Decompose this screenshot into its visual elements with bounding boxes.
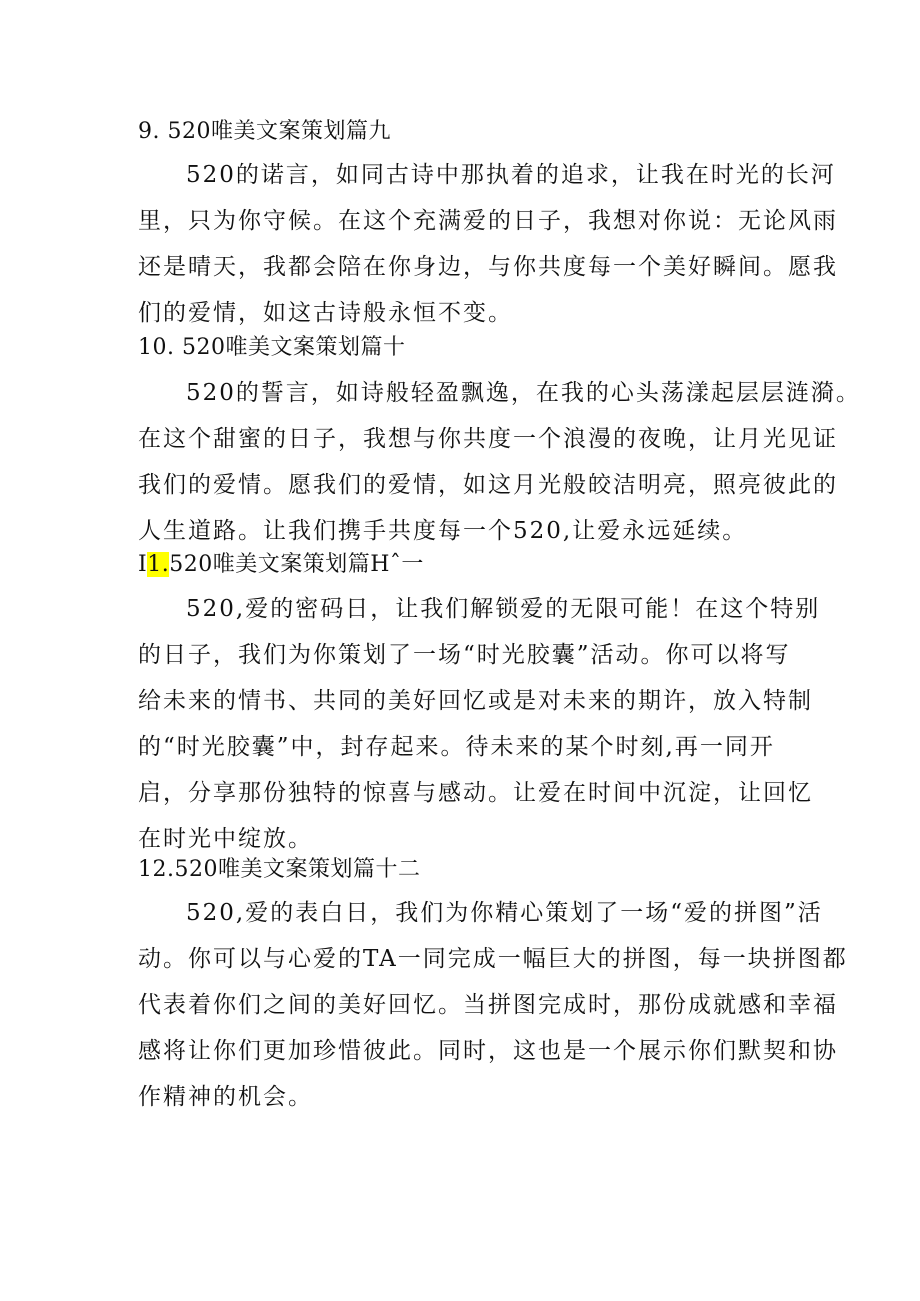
paragraph-line: 520的诺言，如同古诗中那执着的追求，让我在时光的长河: [186, 162, 836, 188]
section-body-9: [138, 152, 838, 336]
paragraph-line: 的“时光胶囊”中，封存起来。待未来的某个时刻,再一同开: [138, 734, 775, 760]
section-body-12: [138, 890, 848, 1120]
section-body-11: [138, 586, 821, 862]
paragraph-line: 们的爱情，如这古诗般永恒不变。: [138, 300, 513, 326]
paragraph-line: 在这个甜蜜的日子，我想与你共度一个浪漫的夜晚，让月光见证: [138, 426, 838, 452]
paragraph-line: 作精神的机会。: [138, 1084, 313, 1110]
paragraph-line: 人生道路。让我们携手共度每一个520,让爱永远延续。: [138, 518, 748, 544]
heading-rest: 520唯美文案策划篇Hˆ一: [169, 552, 424, 577]
highlighted-number: 1.: [147, 552, 170, 577]
paragraph-line: 520的誓言，如诗般轻盈飘逸，在我的心头荡漾起层层涟漪。: [186, 380, 861, 406]
section-body-10: [138, 370, 861, 554]
section-heading-12: 12.520唯美文案策划篇十二: [138, 857, 421, 882]
paragraph-line: 的日子，我们为你策划了一场“时光胶囊”活动。你可以将写: [138, 642, 791, 668]
section-heading-10: 10. 520唯美文案策划篇十: [138, 335, 406, 360]
paragraph-line: 启，分享那份独特的惊喜与感动。让爱在时间中沉淀，让回忆: [138, 780, 813, 806]
paragraph-line: 520,爱的表白日，我们为你精心策划了一场“爱的拼图”活: [186, 900, 823, 926]
section-heading-9: 9. 520唯美文案策划篇九: [138, 119, 391, 144]
paragraph-line: 在时光中绽放。: [138, 826, 313, 852]
heading-prefix: I: [138, 552, 148, 577]
paragraph-line: 520,爱的密码日，让我们解锁爱的无限可能！在这个特别: [186, 596, 821, 622]
section-heading-11: [138, 545, 424, 585]
paragraph-line: 代表着你们之间的美好回忆。当拼图完成时，那份成就感和幸福: [138, 992, 838, 1018]
paragraph-line: 动。你可以与心爱的TA一同完成一幅巨大的拼图，每一块拼图都: [138, 946, 848, 972]
paragraph-line: 感将让你们更加珍惜彼此。同时，这也是一个展示你们默契和协: [138, 1038, 838, 1064]
paragraph-line: 给未来的情书、共同的美好回忆或是对未来的期许，放入特制: [138, 688, 813, 714]
paragraph-line: 我们的爱情。愿我们的爱情，如这月光般皎洁明亮，照亮彼此的: [138, 472, 838, 498]
paragraph-line: 里，只为你守候。在这个充满爱的日子，我想对你说：无论风雨: [138, 208, 838, 234]
paragraph-line: 还是晴天，我都会陪在你身边，与你共度每一个美好瞬间。愿我: [138, 254, 838, 280]
